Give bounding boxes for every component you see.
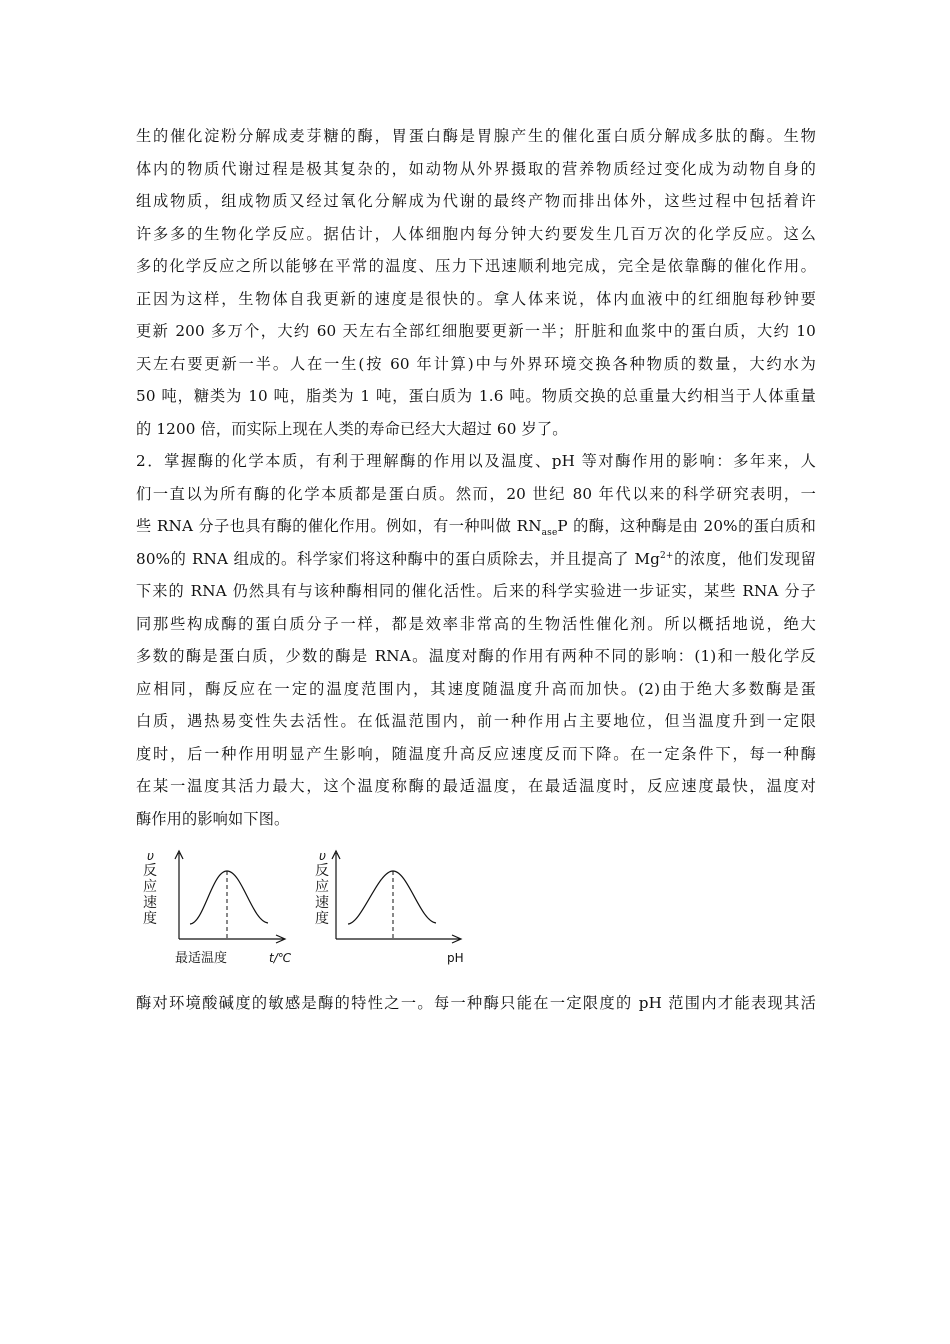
temperature-figure bbox=[142, 849, 302, 971]
x-unit: t/℃ bbox=[269, 951, 292, 965]
text-segment: 些 RNA 分子也具有酶的催化作用。例如，有一种叫做 RN bbox=[136, 517, 542, 535]
y-symbol: υ bbox=[319, 849, 326, 863]
paragraph-line: 50 吨，糖类为 10 吨，脂类为 1 吨，蛋白质为 1.6 吨。物质交换的总重量大约相当于人体重量 bbox=[136, 387, 816, 405]
paragraph-line: 的 1200 倍，而实际上现在人类的寿命已经大大超过 60 岁了。 bbox=[136, 419, 568, 438]
paragraph-line: 组成物质，组成物质又经过氧化分解成为代谢的最终产物而排出体外，这些过程中包括着许 bbox=[136, 192, 816, 210]
paragraph-line: 应相同，酶反应在一定的温度范围内，其速度随温度升高而加快。(2)由于绝大多数酶是蛋 bbox=[136, 679, 816, 698]
y-label-char: 应 bbox=[315, 879, 329, 895]
paragraph-line: 2．掌握酶的化学本质，有利于理解酶的作用以及温度、pH 等对酶作用的影响：多年来，人 bbox=[136, 452, 816, 470]
bell-curve bbox=[190, 871, 268, 924]
superscript-2plus: 2+ bbox=[660, 550, 674, 561]
text-segment: 的浓度，他们发现留 bbox=[673, 549, 816, 568]
temperature-diagram bbox=[142, 849, 302, 967]
x-label: pH bbox=[447, 951, 464, 965]
ph-figure bbox=[310, 849, 470, 971]
paragraph-line: 同那些构成酶的蛋白质分子一样，都是效率非常高的生物活性催化剂。所以概括地说，绝大 bbox=[136, 614, 816, 633]
y-symbol: υ bbox=[147, 849, 154, 863]
paragraph-line: 天左右要更新一半。人在一生(按 60 年计算)中与外界环境交换各种物质的数量，大约水为 bbox=[136, 354, 816, 373]
y-label-char: 度 bbox=[315, 911, 329, 927]
figure-group bbox=[136, 849, 816, 967]
paragraph-line: 体内的物质代谢过程是极其复杂的，如动物从外界摄取的营养物质经过变化成为动物自身的 bbox=[136, 159, 816, 178]
y-label-char: 反 bbox=[143, 863, 157, 879]
paragraph-line: 白质，遇热易变性失去活性。在低温范围内，前一种作用占主要地位，但当温度升到一定限 bbox=[136, 712, 816, 730]
paragraph-line: 许多多的生物化学反应。据估计，人体细胞内每分钟大约要发生几百万次的化学反应。这么 bbox=[136, 224, 816, 243]
y-label-char: 反 bbox=[315, 863, 329, 879]
paragraph-line: 酶对环境酸碱度的敏感是酶的特性之一。每一种酶只能在一定限度的 pH 范围内才能表现其活 bbox=[136, 994, 816, 1012]
paragraph-line: 在某一温度其活力最大，这个温度称酶的最适温度，在最适温度时，反应速度最快，温度对 bbox=[136, 777, 816, 795]
paragraph-line: 生的催化淀粉分解成麦芽糖的酶，胃蛋白酶是胃腺产生的催化蛋白质分解成多肽的酶。生物 bbox=[136, 127, 816, 145]
text-segment: 80%的 RNA 组成的。科学家们将这种酶中的蛋白质除去，并且提高了 Mg bbox=[136, 549, 661, 568]
y-label-char: 应 bbox=[143, 879, 157, 895]
paragraph-line-rnase bbox=[136, 510, 816, 543]
paragraph-line: 正因为这样，生物体自我更新的速度是很快的。拿人体来说，体内血液中的红细胞每秒钟要 bbox=[136, 289, 816, 308]
paragraph-line: 多数的酶是蛋白质，少数的酶是 RNA。温度对酶的作用有两种不同的影响：(1)和一般化学反 bbox=[136, 647, 816, 665]
document-page bbox=[136, 120, 816, 1020]
paragraph-line: 们一直以为所有酶的化学本质都是蛋白质。然而，20 世纪 80 年代以来的科学研究表明，一 bbox=[136, 484, 816, 503]
x-label: 最适温度 bbox=[175, 951, 228, 966]
y-label-char: 速 bbox=[143, 895, 157, 911]
paragraph-line: 多的化学反应之所以能够在平常的温度、压力下迅速顺利地完成，完全是依靠酶的催化作用。 bbox=[136, 257, 816, 275]
paragraph-line-mg bbox=[136, 543, 816, 576]
subscript-ase: ase bbox=[541, 528, 558, 539]
y-label-char: 度 bbox=[143, 911, 157, 927]
paragraph-line: 度时，后一种作用明显产生影响，随温度升高反应速度反而下降。在一定条件下，每一种酶 bbox=[136, 744, 816, 763]
y-label-char: 速 bbox=[315, 895, 329, 911]
bell-curve bbox=[348, 871, 436, 924]
text-segment: P 的酶，这种酶是由 20%的蛋白质和 bbox=[557, 517, 817, 535]
paragraph-line: 酶作用的影响如下图。 bbox=[136, 809, 290, 828]
paragraph-line: 更新 200 多万个，大约 60 天左右全部红细胞要更新一半；肝脏和血浆中的蛋白质，大约 10 bbox=[136, 322, 816, 340]
paragraph-line: 下来的 RNA 仍然具有与该种酶相同的催化活性。后来的科学实验进一步证实，某些 RNA 分子 bbox=[136, 582, 816, 600]
ph-diagram bbox=[310, 849, 470, 967]
